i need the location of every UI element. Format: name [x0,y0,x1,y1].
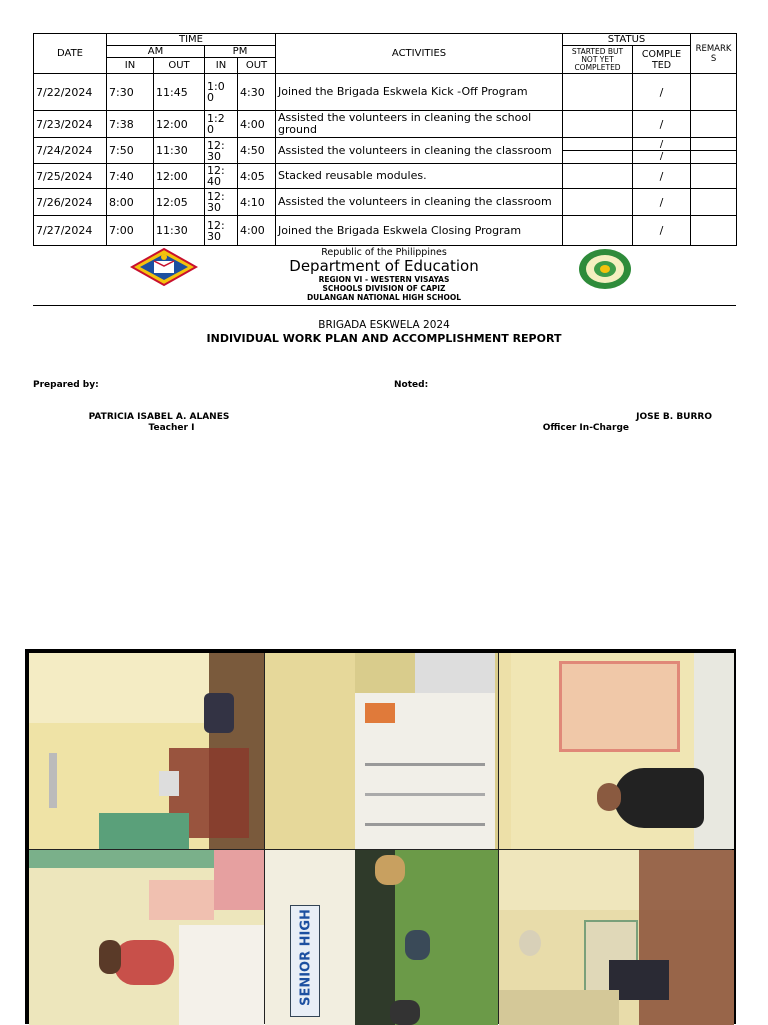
started-header: STARTED BUT NOT YET COMPLETED [563,46,633,74]
completed-mark: / [633,150,690,162]
department-title: Department of Education [289,257,479,275]
completed-header: COMPLE TED [633,46,691,74]
pm-in-header: IN [205,58,238,74]
activity-cell: Assisted the volunteers in cleaning the classroom [276,189,563,216]
status-header: STATUS [563,34,691,46]
am-in-cell: 7:30 [107,74,154,111]
activity-cell: Joined the Brigada Eskwela Kick -Off Program [276,74,563,111]
pm-out-cell: 4:05 [238,164,276,189]
am-out-cell: 11:45 [154,74,205,111]
am-out-cell: 12:05 [154,189,205,216]
date-cell: 7/25/2024 [34,164,107,189]
photo-teacher-posing [499,653,734,849]
time-header: TIME [107,34,276,46]
republic-text: Republic of the Philippines [321,247,447,258]
event-title: BRIGADA ESKWELA 2024 [318,319,450,331]
completed-cell: / [633,111,691,138]
pm-in-cell: 1:2 0 [205,111,238,138]
completed-cell [633,138,691,164]
pm-header: PM [205,46,276,58]
am-header: AM [107,46,205,58]
pm-out-header: OUT [238,58,276,74]
pm-in-cell: 1:0 0 [205,74,238,111]
started-cell [563,138,633,164]
school-name: DULANGAN NATIONAL HIGH SCHOOL [306,293,462,302]
pm-in-cell: 12: 30 [205,138,238,164]
remarks-header: REMARK S [691,34,737,74]
am-in-header: IN [107,58,154,74]
am-out-cell: 11:30 [154,138,205,164]
region-text: REGION VI - WESTERN VISAYAS [318,275,450,284]
pm-in-cell: 12: 40 [205,164,238,189]
header-divider [33,305,736,306]
activity-cell: Stacked reusable modules. [276,164,563,189]
senior-high-sign: SENIOR HIGH [298,909,314,1006]
prepared-by-position: Teacher I [148,423,195,433]
am-out-cell: 11:30 [154,216,205,246]
noted-label: Noted: [394,380,429,390]
photo-classroom-cleaning [29,653,264,849]
remarks-cell [691,216,737,246]
am-in-cell: 7:00 [107,216,154,246]
report-title: INDIVIDUAL WORK PLAN AND ACCOMPLISHMENT REPORT [206,332,562,345]
completed-mark: / [659,139,664,150]
prepared-by-name: PATRICIA ISABEL A. ALANES [88,412,230,422]
remarks-cell [691,164,737,189]
date-cell: 7/22/2024 [34,74,107,111]
table-row [34,164,737,189]
table-row [34,111,737,138]
activity-cell: Assisted the volunteers in cleaning the school ground [276,111,563,138]
activities-header: ACTIVITIES [276,34,563,74]
remarks-cell [691,111,737,138]
am-in-cell: 7:38 [107,111,154,138]
am-out-header: OUT [154,58,205,74]
started-cell [563,189,633,216]
noted-by-position: Officer In-Charge [542,423,629,433]
photo-stacked-modules [265,653,498,849]
pm-out-cell: 4:10 [238,189,276,216]
activity-cell: Assisted the volunteers in cleaning the classroom [276,138,563,164]
started-cell [563,216,633,246]
photo-classroom-cleaning-2 [499,850,734,1025]
date-cell: 7/23/2024 [34,111,107,138]
accomplishment-table [33,33,737,246]
am-in-cell: 8:00 [107,189,154,216]
date-cell: 7/27/2024 [34,216,107,246]
started-cell [563,164,633,189]
am-in-cell: 7:40 [107,164,154,189]
pm-in-cell: 12: 30 [205,216,238,246]
date-header: DATE [34,34,107,74]
pm-out-cell: 4:00 [238,216,276,246]
prepared-by-label: Prepared by: [33,380,99,390]
photo-senior-high-grounds [265,850,498,1025]
started-cell [563,74,633,111]
table-row [34,189,737,216]
pm-out-cell: 4:50 [238,138,276,164]
activity-cell: Joined the Brigada Eskwela Closing Program [276,216,563,246]
division-text: SCHOOLS DIVISION OF CAPIZ [322,284,446,293]
completed-cell: / [633,216,691,246]
photo-classroom-woman [29,850,264,1025]
date-cell: 7/24/2024 [34,138,107,164]
pm-in-cell: 12: 30 [205,189,238,216]
am-out-cell: 12:00 [154,111,205,138]
photo-collage [25,649,736,1024]
completed-cell: / [633,164,691,189]
started-cell [563,111,633,138]
remarks-cell [691,189,737,216]
completed-cell: / [633,189,691,216]
noted-by-name: JOSE B. BURRO [636,412,712,422]
am-in-cell: 7:50 [107,138,154,164]
am-out-cell: 12:00 [154,164,205,189]
date-cell: 7/26/2024 [34,189,107,216]
pm-out-cell: 4:30 [238,74,276,111]
remarks-cell [691,74,737,111]
table-row [34,74,737,111]
completed-cell: / [633,74,691,111]
table-row [34,216,737,246]
pm-out-cell: 4:00 [238,111,276,138]
table-row [34,138,737,164]
remarks-cell [691,138,737,164]
